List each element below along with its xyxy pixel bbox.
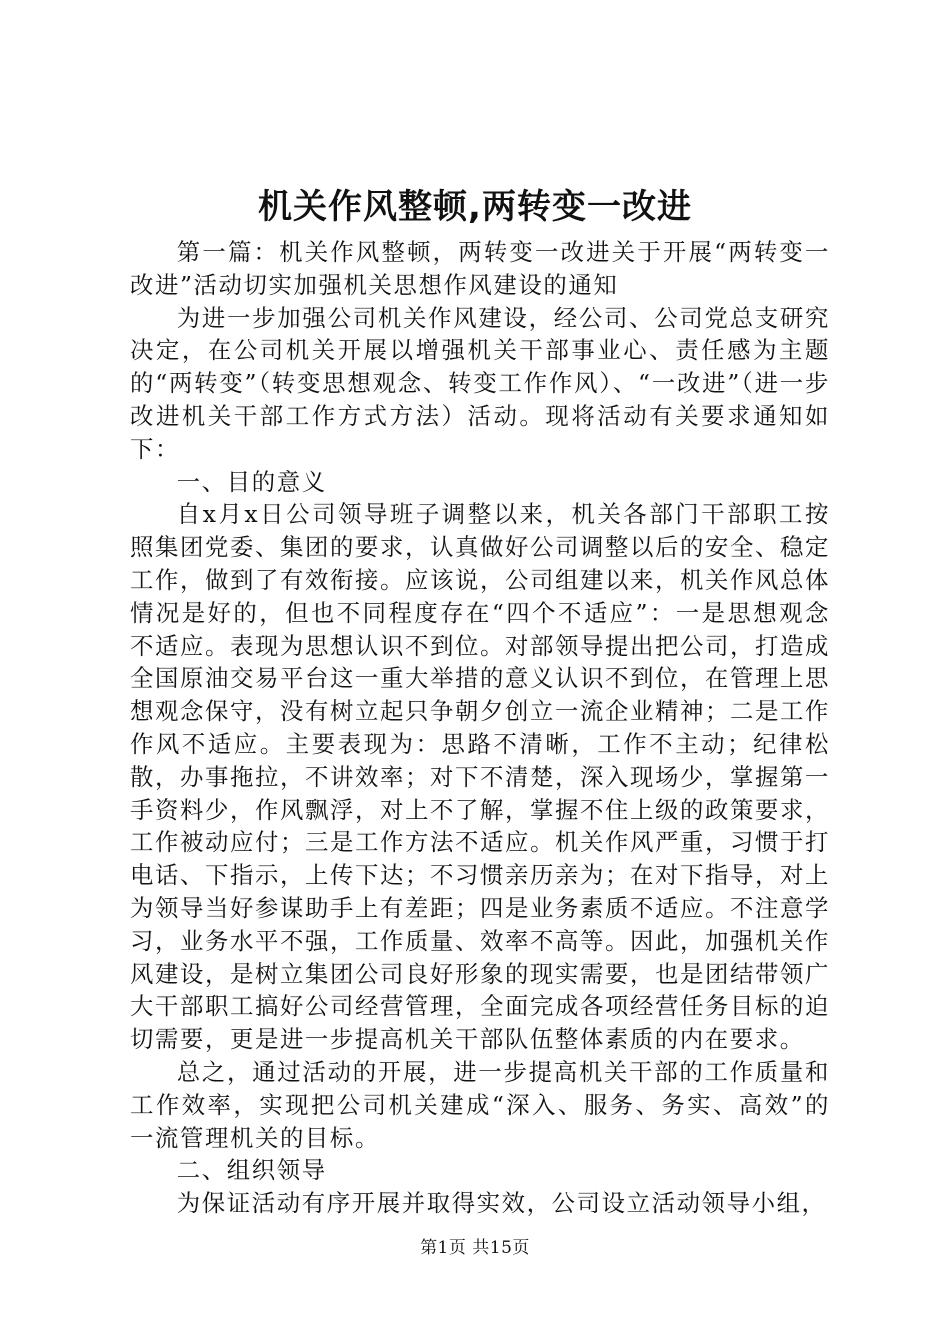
section-heading-purpose: 一、目的意义 [176, 467, 327, 496]
paragraph-organization: 为保证活动有序开展并取得实效，公司设立活动领导小组， [176, 1189, 827, 1218]
section-heading-organization: 二、组织领导 [176, 1156, 327, 1185]
paragraph-intro: 为进一步加强公司机关作风建设，经公司、公司党总支研究决定，在公司机关开展以增强机关干部事业心、责任感为主题的“两转变”（转变思想观念、转变工作作风）、“一改进”（进一步改进机关干部工作方式方法）活动。现将活动有关要求通知如下： [130, 303, 830, 463]
document-body [130, 236, 830, 1220]
paragraph-summary: 总之，通过活动的开展，进一步提高机关干部的工作质量和工作效率，实现把公司机关建成“深入、服务、务实、高效”的一流管理机关的目标。 [130, 1057, 830, 1152]
paragraph-heading-first: 第一篇：机关作风整顿，两转变一改进关于开展“两转变一改进”活动切实加强机关思想作风建设的通知 [130, 238, 830, 299]
paragraph-purpose: 自x月x日公司领导班子调整以来，机关各部门干部职工按照集团党委、集团的要求，认真做好公司调整以后的安全、稳定工作，做到了有效衔接。应该说，公司组建以来，机关作风总体情况是好的，但也不同程度存在“四个不适应”：一是思想观念不适应。表现为思想认识不到位。对部领导提出把公司，打造成全国原油交易平台这一重大举措的意义认识不到位，在管理上思想观念保守，没有树立起只争朝夕创立一流企业精神；二是工作作风不适应。主要表现为：思路不清晰，工作不主动；纪律松散，办事拖拉，不讲效率；对下不清楚，深入现场少，掌握第一手资料少，作风飘浮，对上不了解，掌握不住上级的政策要求，工作被动应付；三是工作方法不适应。机关作风严重，习惯于打电话、下指示，上传下达；不习惯亲历亲为；在对下指导，对上为领导当好参谋助手上有差距；四是业务素质不适应。不注意学习，业务水平不强，工作质量、效率不高等。因此，加强机关作风建设，是树立集团公司良好形象的现实需要，也是团结带领广大干部职工搞好公司经营管理，全面完成各项经营任务目标的迫切需要，更是进一步提高机关干部队伍整体素质的内在要求。 [130, 500, 830, 1054]
document-title: 机关作风整顿,两转变一改进 [258, 187, 692, 227]
page-number-footer: 第1页 共15页 [420, 1238, 530, 1258]
